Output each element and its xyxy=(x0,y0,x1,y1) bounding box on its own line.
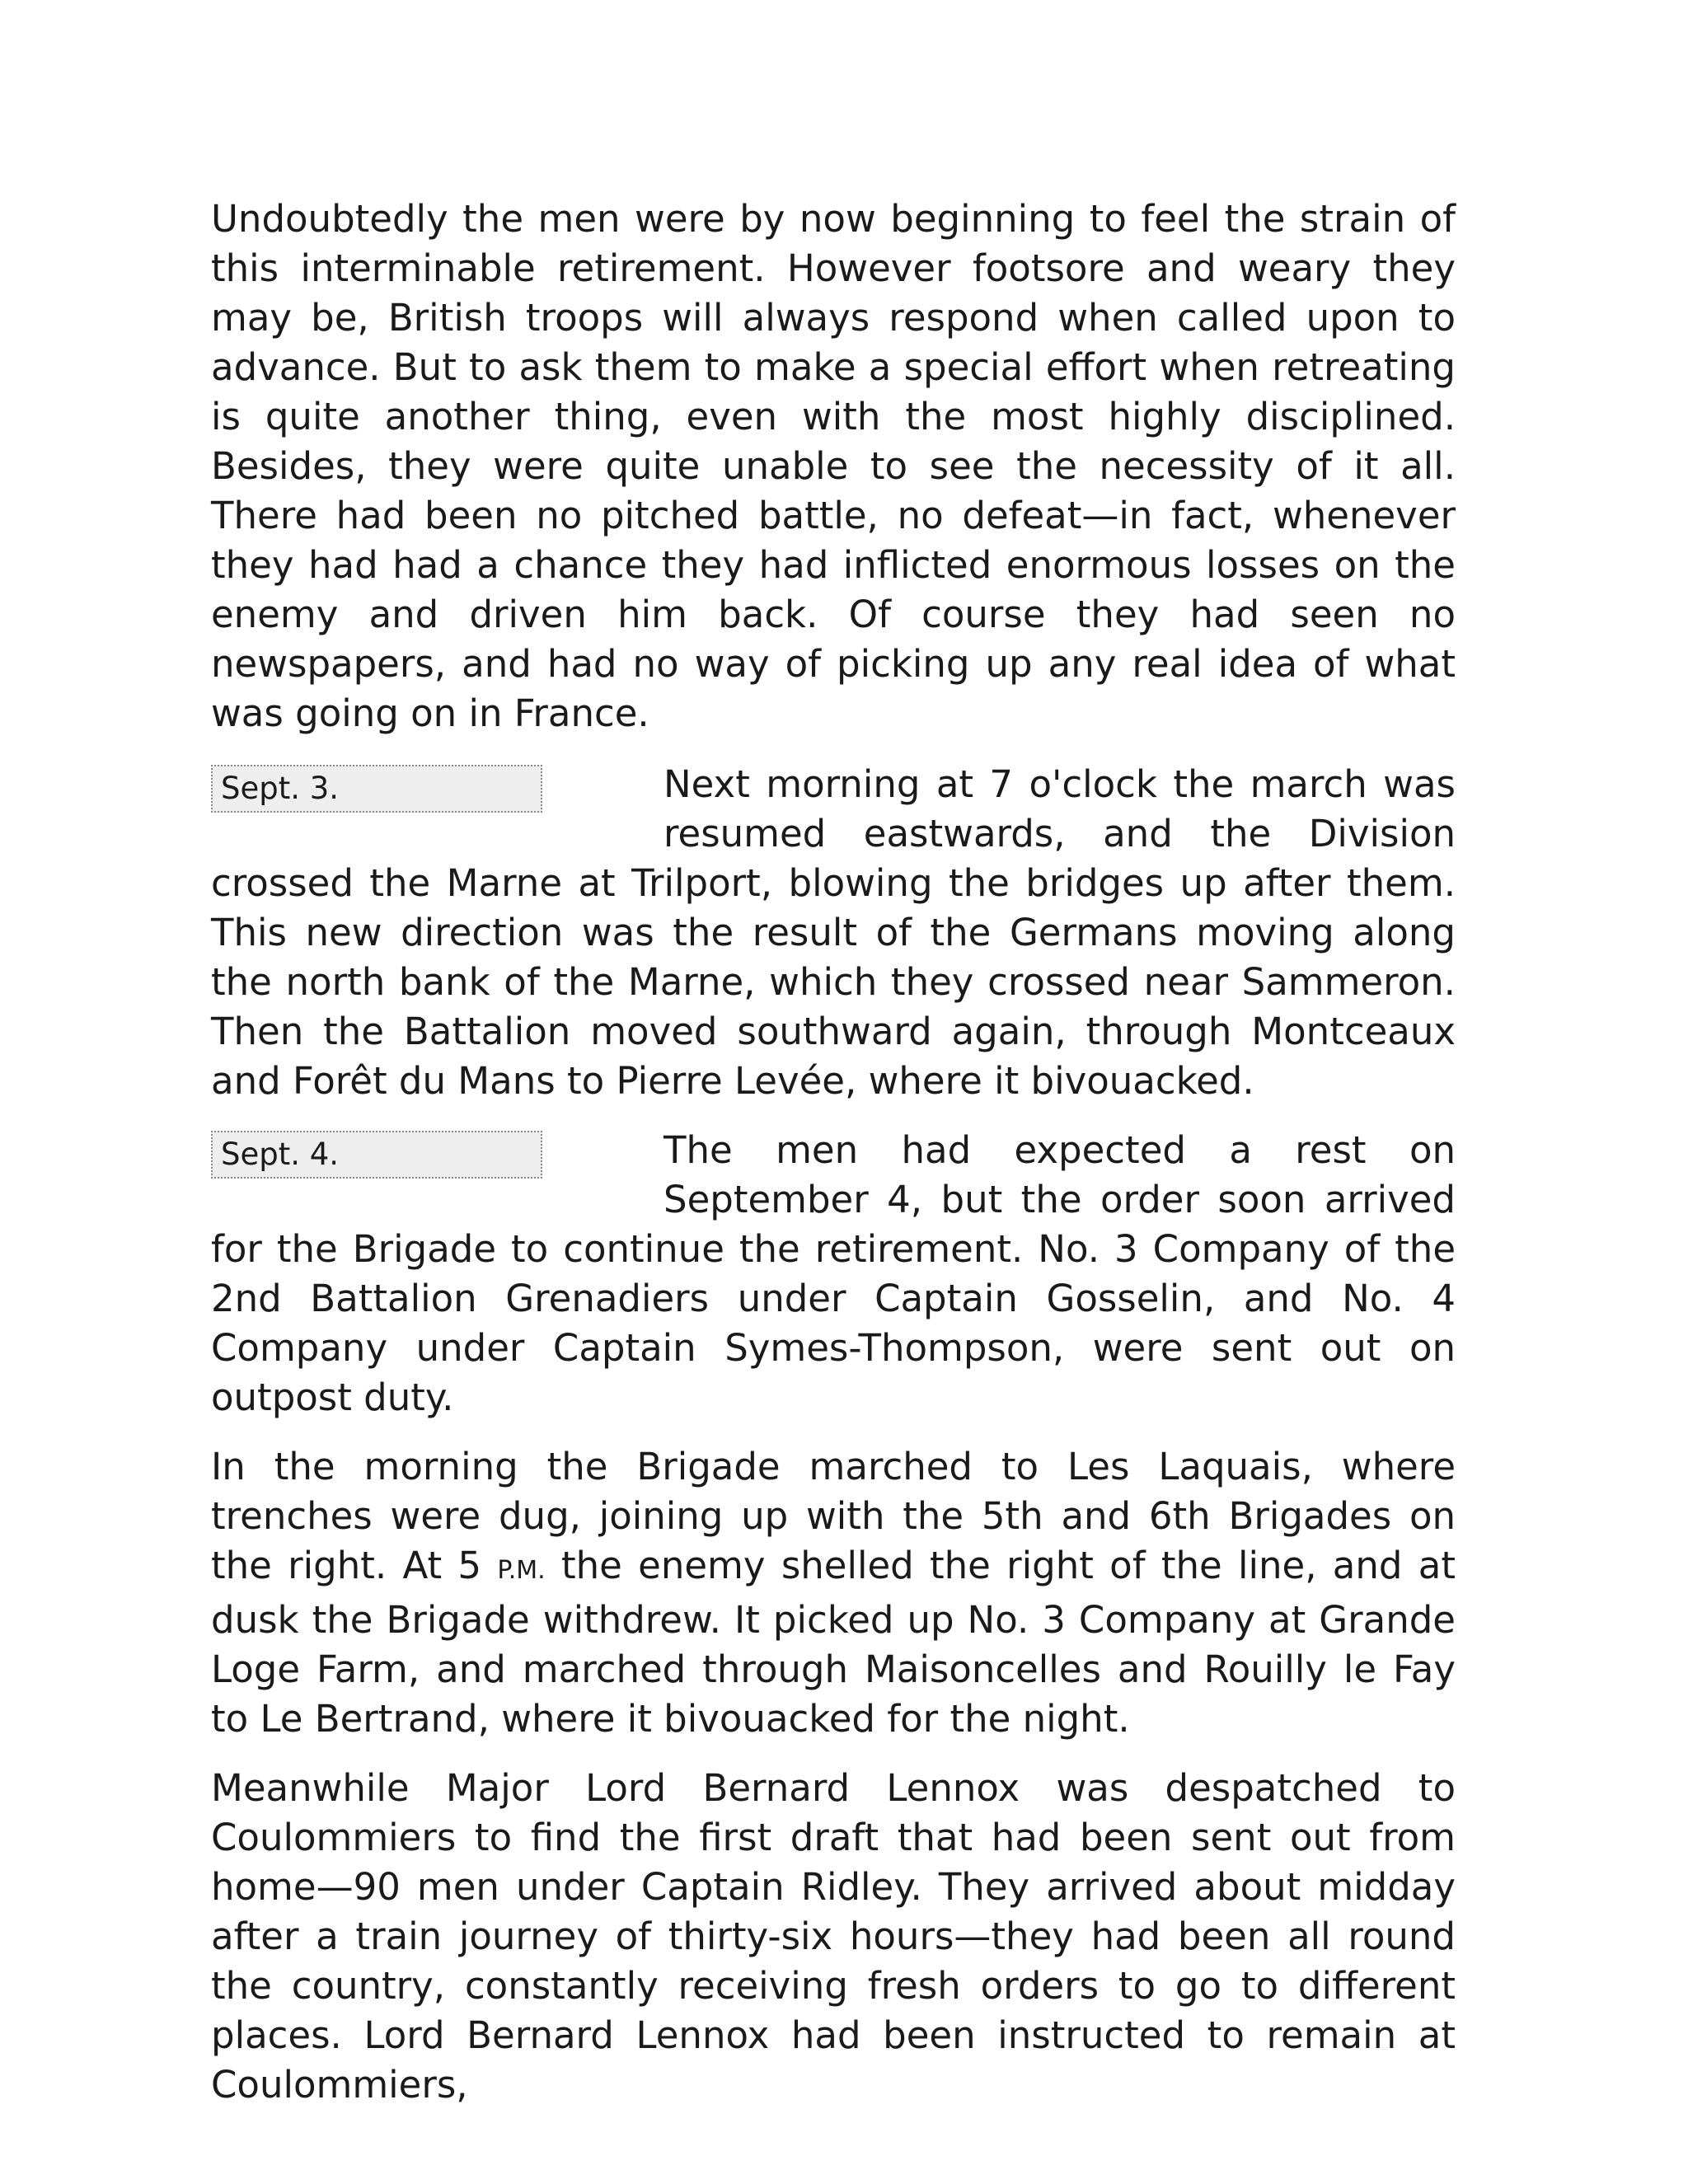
sidenote-sept-4: Sept. 4. xyxy=(211,1131,542,1179)
paragraph-lennox-draft: Meanwhile Major Lord Bernard Lennox was despatched to Coulommiers to find the first draft that had been sent out from home—90 men under Captain Ridley. They arrived about midday after a train journey of thirty-six hours—they had been all round the country, constantly receiving fresh orders to go to different places. Lord Bernard Lennox had been instructed to remain at Coulommiers, xyxy=(211,1766,1456,2107)
pm-abbreviation: P.M. xyxy=(497,1556,546,1585)
paragraph-sept-3-march: Next morning at 7 o'clock the march was resumed eastwards, and the Division crossed the Marne at Trilport, blowing the bridges up after them. This new direction was the result of the Germans moving along the north bank of the Marne, which they crossed near Sammeron. Then the Battalion moved southward again, through Montceaux and Forêt du Mans to Pierre Levée, where it bivouacked. xyxy=(211,762,1456,1103)
paragraph-les-laquais xyxy=(211,1442,1456,1744)
paragraph-retirement-strain: Undoubtedly the men were by now beginning to feel the strain of this interminable retirement. However footsore and weary they may be, British troops will always respond when called upon to advance. But to ask them to make a special effort when retreating is quite another thing, even with the most highly disciplined. Besides, they were quite unable to see the necessity of it all. There had been no pitched battle, no defeat—in fact, whenever they had had a chance they had inflicted enormous losses on the enemy and driven him back. Of course they had seen no newspapers, and had no way of picking up any real idea of what was going on in France. xyxy=(211,197,1456,735)
page-body xyxy=(211,194,1456,2130)
sidenote-sept-3: Sept. 3. xyxy=(211,765,542,813)
paragraph-sept-4-outpost: The men had expected a rest on September 4, but the order soon arrived for the Brigade to continue the retirement. No. 3 Company of the 2nd Battalion Grenadiers under Captain Gosselin, and No. 4 Company under Captain Symes-Thompson, were sent out on outpost duty. xyxy=(211,1128,1456,1419)
paragraph-les-laquais-start: In the morning the Brigade marched to Les Laquais, where trenches were dug, joining up with the 5th and 6th Brigades on the right. At 5 xyxy=(211,1445,1456,1587)
paragraph-les-laquais-end: the enemy shelled the right of the line, and at dusk the Brigade withdrew. It picked up No. 3 Company at Grande Loge Farm, and marched through Maisoncelles and Rouilly le Fay to Le Bertrand, where it bivouacked for the night. xyxy=(211,1544,1456,1741)
